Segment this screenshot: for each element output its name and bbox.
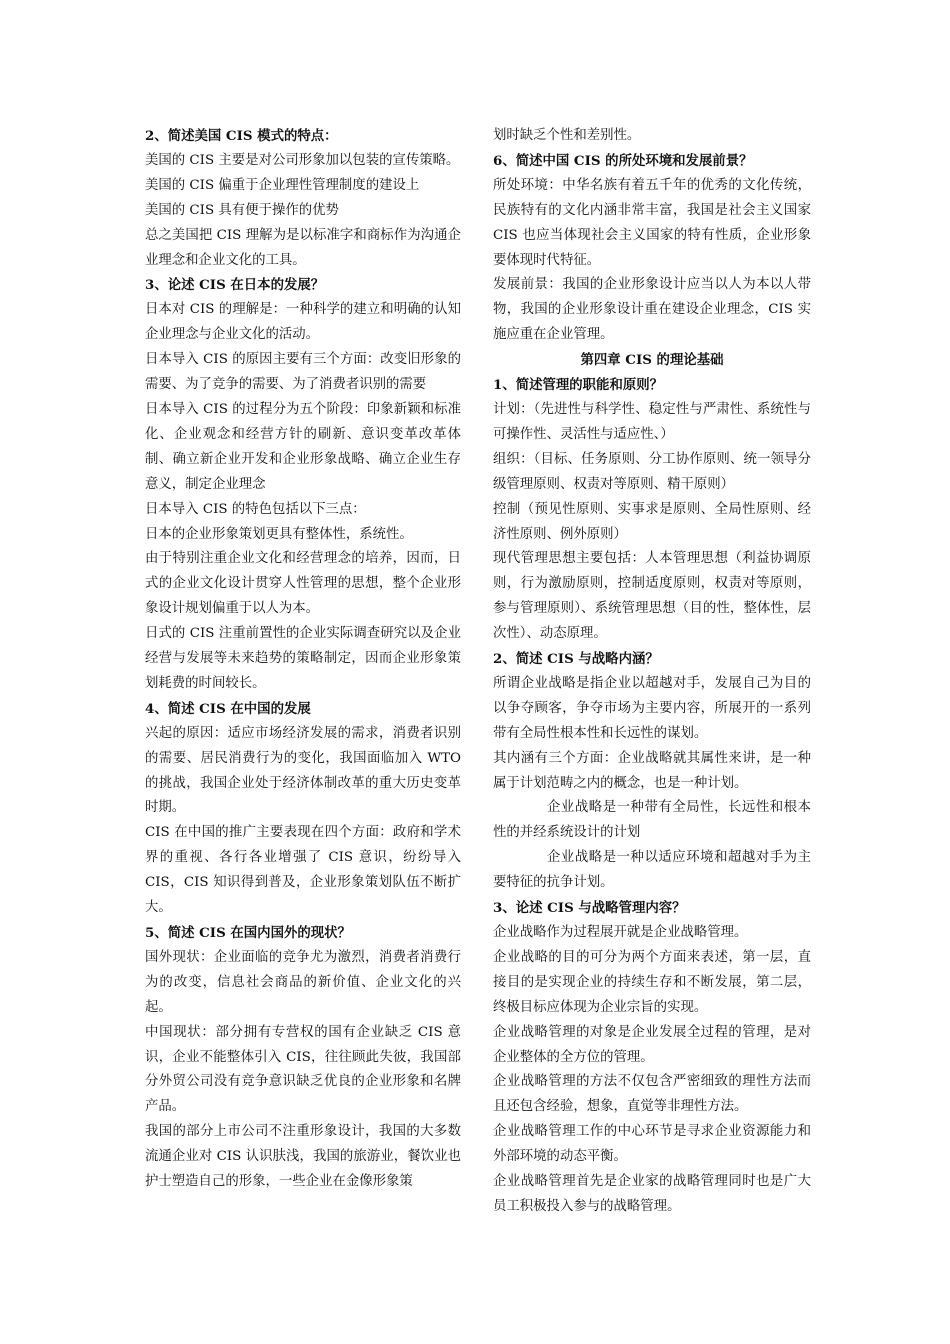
- paragraph: 企业战略管理首先是企业家的战略管理同时也是广大员工积极投入参与的战略管理。: [493, 1174, 811, 1214]
- paragraph: CIS 在中国的推广主要表现在四个方面：政府和学术界的重视、各行各业增强了 CIS 意识，纷纷导入 CIS，CIS 知识得到普及，企业形象策划队伍不断扩大。: [145, 825, 461, 916]
- paragraph: 企业战略的目的可分为两个方面来表述，第一层，直接目的是实现企业的持续生存和不断发展，第二层，终极目标应体现为企业宗旨的实现。: [493, 949, 811, 1015]
- paragraph: 所处环境：中华名族有着五千年的优秀的文化传统，民族特有的文化内涵非常丰富，我国是社会主义国家 CIS 也应当体现社会主义国家的特有性质，企业形象要体现时代特征。: [493, 177, 811, 268]
- paragraph: 企业战略管理的对象是企业发展全过程的管理，是对企业整体的全方位的管理。: [493, 1024, 811, 1065]
- section-heading: 1、简述管理的职能和原则？: [493, 377, 664, 394]
- paragraph: 控制（预见性原则、实事求是原则、全局性原则、经济性原则、例外原则）: [493, 501, 811, 542]
- paragraph: 美国的 CIS 主要是对公司形象加以包装的宣传策略。: [145, 152, 460, 168]
- paragraph: 我国的部分上市公司不注重形象设计，我国的大多数流通企业对 CIS 认识肤浅，我国的旅游业，餐饮业也护士塑造自己的形象，一些企业在金像形象策: [145, 1124, 461, 1190]
- section-heading: 5、简述 CIS 在国内国外的现状？: [145, 925, 351, 941]
- section-heading: 2、简述 CIS 与战略内涵？: [493, 651, 659, 668]
- paragraph: 兴起的原因：适应市场经济发展的需求，消费者识别的需要、居民消费行为的变化，我国面临加入 WTO 的挑战，我国企业处于经济体制改革的重大历史变革时期。: [145, 725, 461, 816]
- paragraph: 现代管理思想主要包括：人本管理思想（利益协调原则，行为激励原则，控制适度原则，权责对等原则，参与管理原则）、系统管理思想（目的性，整体性，层次性）、动态原理。: [493, 551, 811, 642]
- section-heading: 3、论述 CIS 在日本的发展？: [145, 277, 325, 294]
- paragraph: 国外现状：企业面临的竞争尤为激烈，消费者消费行为的改变，信息社会商品的新价值、企业文化的兴起。: [145, 949, 461, 1015]
- paragraph: 总之美国把 CIS 理解为是以标准字和商标作为沟通企业理念和企业文化的工具。: [145, 227, 461, 268]
- right-column: [493, 124, 811, 1220]
- paragraph: 企业战略管理的方法不仅包含严密细致的理性方法而且还包含经验，想象，直觉等非理性方法。: [493, 1074, 811, 1115]
- paragraph: 组织：（目标、任务原则、分工协作原则、统一领导分级管理原则、权责对等原则、精干原则）: [493, 451, 811, 492]
- paragraph: 日本导入 CIS 的过程分为五个阶段：印象新颖和标准化、企业观念和经营方针的刷新、意识变革改革体制、确立新企业开发和企业形象战略、确立企业生存意义，制定企业理念: [145, 401, 461, 492]
- section-heading: 3、论述 CIS 与战略管理内容？: [493, 900, 686, 917]
- paragraph: 日本导入 CIS 的特色包括以下三点：: [145, 501, 366, 517]
- chapter-title: 第四章 CIS 的理论基础: [580, 352, 724, 369]
- left-column: [145, 124, 461, 1195]
- paragraph: 日本导入 CIS 的原因主要有三个方面：改变旧形象的需要、为了竞争的需要、为了消费者识别的需要: [145, 352, 461, 393]
- indented-paragraph: 企业战略是一种带有全局性，长远性和根本性的并经系统设计的计划: [493, 800, 811, 841]
- paragraph: 美国的 CIS 具有便于操作的优势: [145, 202, 339, 218]
- paragraph: 企业战略作为过程展开就是企业战略管理。: [493, 925, 748, 940]
- paragraph: 日本对 CIS 的理解是：一种科学的建立和明确的认知企业理念与企业文化的活动。: [145, 302, 461, 343]
- paragraph: 日本的企业形象策划更具有整体性，系统性。: [145, 526, 413, 542]
- paragraph: 划时缺乏个性和差别性。: [493, 128, 641, 143]
- paragraph: 日式的 CIS 注重前置性的企业实际调查研究以及企业经营与发展等未来趋势的策略制定，因而企业形象策划耗费的时间较长。: [145, 626, 461, 691]
- paragraph: 所谓企业战略是指企业以超越对手，发展自己为目的以争夺顾客，争夺市场为主要内容，所展开的一系列带有全局性根本性和长远性的谋划。: [493, 675, 811, 741]
- paragraph: 计划：（先进性与科学性、稳定性与严肃性、系统性与可操作性、灵活性与适应性、）: [493, 401, 811, 442]
- section-heading: 2、简述美国 CIS 模式的特点：: [145, 128, 338, 144]
- paragraph: 美国的 CIS 偏重于企业理性管理制度的建设上: [145, 177, 420, 193]
- section-heading: 6、简述中国 CIS 的所处环境和发展前景？: [493, 152, 753, 169]
- paragraph: 企业战略管理工作的中心环节是寻求企业资源能力和外部环境的动态平衡。: [493, 1124, 811, 1165]
- paragraph: 发展前景：我国的企业形象设计应当以人为本以人带物，我国的企业形象设计重在建设企业理念，CIS 实施应重在企业管理。: [493, 277, 811, 343]
- paragraph: 由于特别注重企业文化和经营理念的培养，因而，日式的企业文化设计贯穿人性管理的思想，整个企业形象设计规划偏重于以人为本。: [145, 551, 461, 617]
- paragraph: 其内涵有三个方面：企业战略就其属性来讲，是一种属于计划范畴之内的概念，也是一种计划。: [493, 750, 811, 791]
- indented-paragraph: 企业战略是一种以适应环境和超越对手为主要特征的抗争计划。: [493, 850, 811, 891]
- paragraph: 中国现状：部分拥有专营权的国有企业缺乏 CIS 意识，企业不能整体引入 CIS，往往顾此失彼，我国部分外贸公司没有竞争意识缺乏优良的企业形象和名牌产品。: [145, 1024, 461, 1115]
- section-heading: 4、简述 CIS 在中国的发展: [145, 700, 311, 717]
